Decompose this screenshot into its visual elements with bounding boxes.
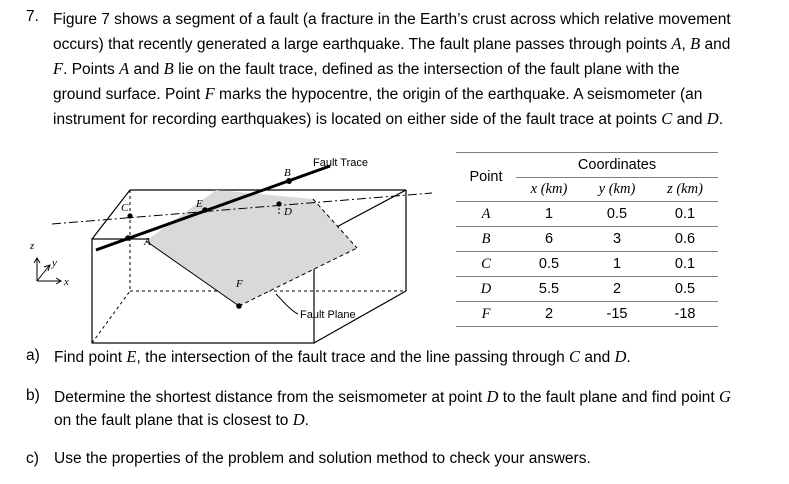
- row-point: D: [480, 280, 492, 297]
- fault-trace-label: Fault Trace: [313, 157, 369, 169]
- math-variable: A: [119, 58, 130, 78]
- column-header: z (km): [667, 181, 703, 197]
- math-variable: B: [690, 33, 701, 53]
- row-x: 0.5: [538, 256, 560, 272]
- math-variable: D: [292, 410, 305, 429]
- row-x: 6: [544, 231, 554, 247]
- row-z: 0.1: [674, 206, 696, 222]
- subquestion-label: a): [26, 347, 40, 364]
- axis-y-label: y: [52, 257, 57, 269]
- fault-plane-leader: [276, 294, 298, 314]
- math-variable: D: [706, 108, 719, 128]
- subquestion-text: Determine the shortest distance from the seismometer at point D to the fault plane and find point G: [54, 387, 731, 406]
- column-header: x (km): [530, 181, 568, 197]
- table-header-row-1: [456, 153, 718, 178]
- fault-plane-label: Fault Plane: [300, 309, 356, 321]
- row-point: A: [481, 205, 491, 222]
- math-variable: B: [163, 58, 174, 78]
- question-line: occurs) that recently generated a large earthquake. The fault plane passes through points A, B and: [53, 33, 731, 53]
- row-point: C: [481, 255, 491, 272]
- axis-x-label: x: [64, 276, 69, 288]
- point-f-marker: [236, 303, 242, 309]
- axes-indicator: [34, 258, 61, 284]
- row-point: F: [481, 305, 491, 322]
- math-variable: F: [53, 58, 64, 78]
- point-e-label: E: [196, 198, 203, 210]
- block-top-left-edge: [92, 190, 130, 239]
- point-header: Point: [456, 153, 516, 202]
- subquestion-label: c): [26, 450, 39, 467]
- math-variable: C: [661, 108, 673, 128]
- math-variable: F: [204, 83, 215, 103]
- row-z: 0.6: [674, 231, 696, 247]
- coordinates-header: Coordinates: [516, 153, 718, 178]
- math-variable: D: [614, 347, 627, 366]
- row-y: -15: [606, 306, 628, 322]
- point-b-label: B: [284, 167, 291, 179]
- coordinates-table: [456, 152, 718, 327]
- subquestion-text: Find point E, the intersection of the fault trace and the line passing through C and D.: [54, 347, 631, 366]
- subquestion-text: Use the properties of the problem and solution method to check your answers.: [54, 450, 591, 467]
- question-line: F. Points A and B lie on the fault trace, defined as the intersection of the fault plane with the: [53, 58, 680, 78]
- row-y: 2: [612, 281, 622, 297]
- math-variable: A: [671, 33, 682, 53]
- table-row: [456, 277, 718, 302]
- row-y: 3: [612, 231, 622, 247]
- question-line: ground surface. Point F marks the hypocentre, the origin of the earthquake. A seismometer (an: [53, 83, 703, 103]
- row-point: B: [481, 230, 491, 247]
- point-a-label: A: [144, 236, 151, 248]
- subquestion-label: b): [26, 387, 40, 404]
- question-line: instrument for recording earthquakes) is located on either side of the fault trace at points C and D.: [53, 108, 724, 128]
- math-variable: C: [569, 347, 581, 366]
- point-d-marker: [276, 201, 281, 206]
- table-row: [456, 252, 718, 277]
- table-row: [456, 227, 718, 252]
- math-variable: G: [719, 387, 731, 406]
- row-x: 5.5: [538, 281, 560, 297]
- row-y: 1: [612, 256, 622, 272]
- point-a-marker: [125, 235, 131, 241]
- point-c-label: C: [121, 202, 129, 214]
- point-e-marker: [202, 207, 208, 213]
- question-number: 7.: [26, 8, 39, 25]
- question-line: Figure 7 shows a segment of a fault (a fracture in the Earth’s crust across which relative movement: [53, 11, 731, 28]
- point-f-label: F: [236, 278, 243, 290]
- row-x: 2: [544, 306, 554, 322]
- row-z: -18: [674, 306, 696, 322]
- row-y: 0.5: [606, 206, 628, 222]
- row-x: 1: [544, 206, 554, 222]
- subquestion-text: on the fault plane that is closest to D.: [54, 410, 309, 429]
- table-row: [456, 202, 718, 227]
- point-d-label: D: [284, 206, 292, 218]
- math-variable: D: [486, 387, 499, 406]
- table-row: [456, 302, 718, 327]
- math-variable: E: [126, 347, 137, 366]
- row-z: 0.5: [674, 281, 696, 297]
- column-header: y (km): [598, 181, 636, 197]
- point-c-marker: [127, 213, 132, 218]
- row-z: 0.1: [674, 256, 696, 272]
- axis-z-label: z: [30, 240, 35, 252]
